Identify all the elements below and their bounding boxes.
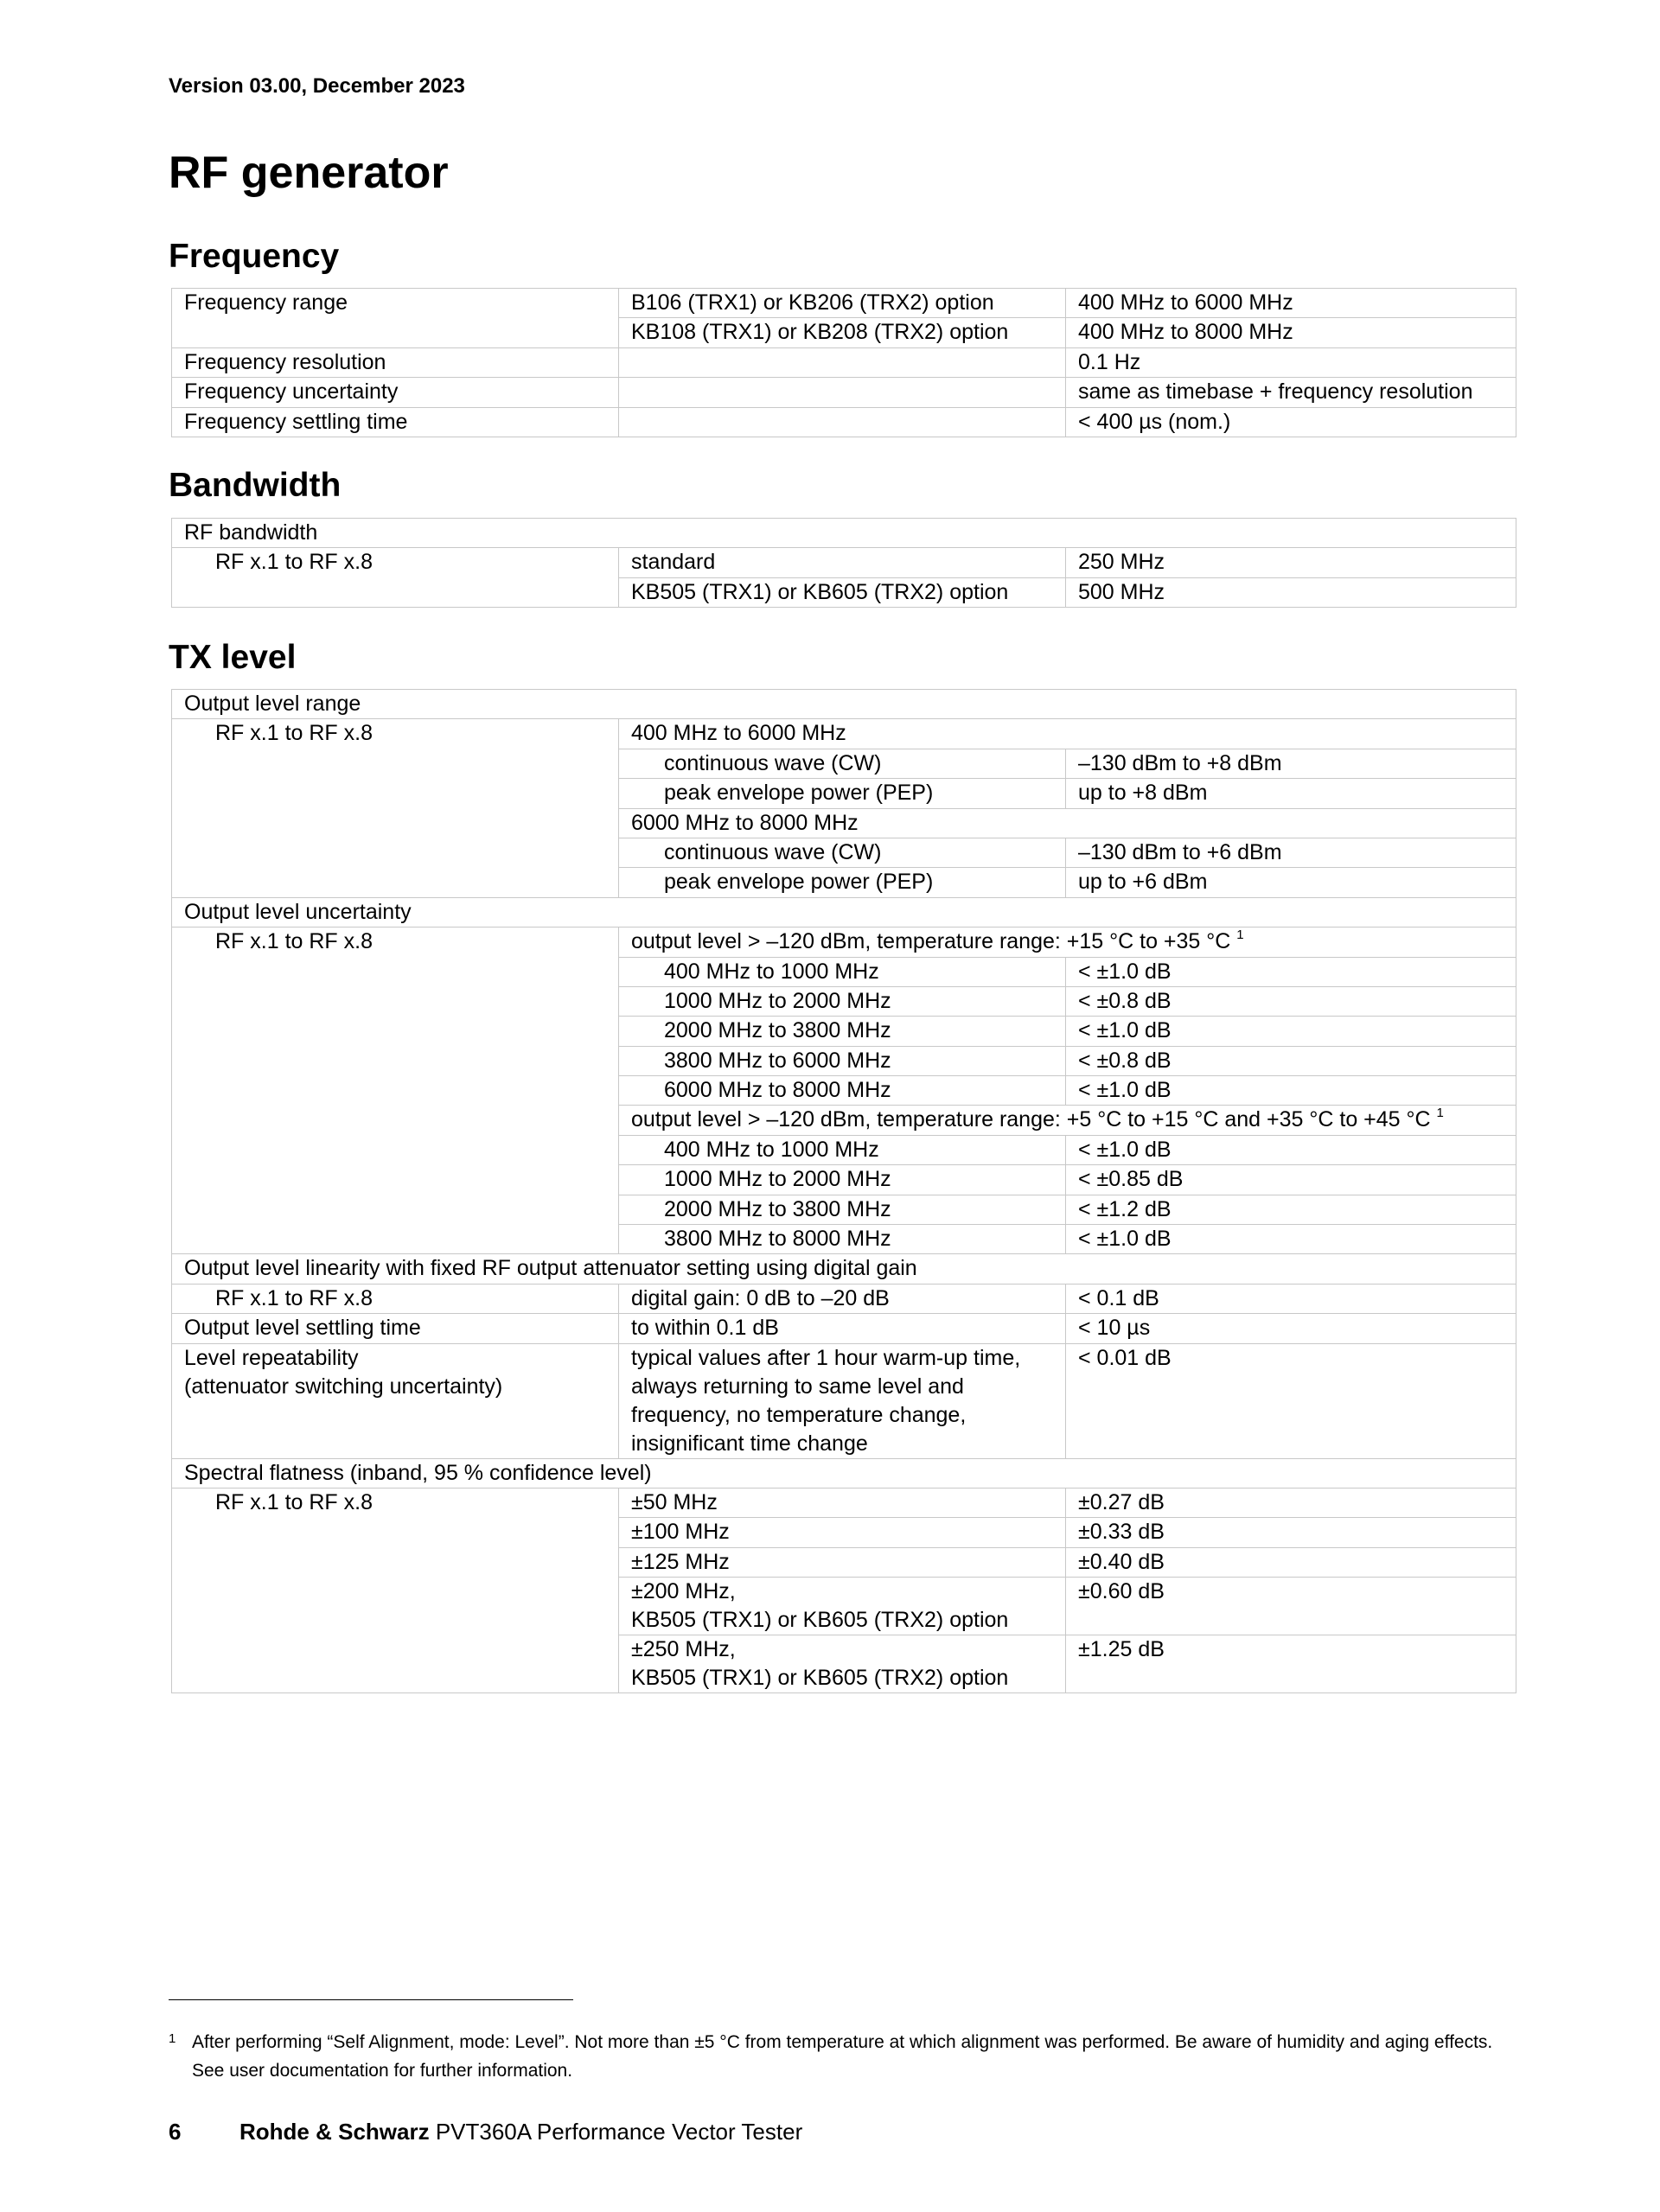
- table-row: [172, 897, 1516, 927]
- rf-range-label: RF x.1 to RF x.8: [172, 1488, 619, 1692]
- footnote-ref: 1: [1236, 927, 1244, 942]
- freq-band: 3800 MHz to 6000 MHz: [619, 1046, 1066, 1075]
- spec-value: ±0.60 dB: [1066, 1578, 1516, 1635]
- spec-value: ±0.33 dB: [1066, 1518, 1516, 1547]
- rf-range-label: RF x.1 to RF x.8: [172, 928, 619, 1254]
- section-heading-tx-level: TX level: [169, 639, 297, 676]
- spec-value: < ±1.0 dB: [1066, 1076, 1516, 1106]
- repeatability-label: Level repeatability (attenuator switching uncertainty): [172, 1343, 619, 1458]
- condition-label: typical values after 1 hour warm-up time, always returning to same level and frequency, no temperature change, insignificant time change: [619, 1343, 1066, 1458]
- freq-band: 400 MHz to 1000 MHz: [619, 1135, 1066, 1164]
- freq-band: ±125 MHz: [619, 1547, 1066, 1577]
- table-row: [172, 347, 1516, 377]
- bandwidth-table: [171, 518, 1516, 608]
- frequency-uncertainty-label: Frequency uncertainty: [172, 378, 619, 407]
- frequency-settling-label: Frequency settling time: [172, 407, 619, 437]
- table-row: [172, 1254, 1516, 1284]
- freq-band: ±100 MHz: [619, 1518, 1066, 1547]
- table-row: [172, 1458, 1516, 1488]
- freq-band: 1000 MHz to 2000 MHz: [619, 986, 1066, 1016]
- footnote-text: After performing “Self Alignment, mode: Level”. Not more than ±5 °C from temperature at which alignment was performed. Be aware of humidity and aging effects. See user documentation for further information.: [192, 2032, 1493, 2081]
- spec-value: up to +8 dBm: [1066, 779, 1516, 808]
- table-row: [172, 1314, 1516, 1343]
- table-row: [172, 928, 1516, 957]
- freq-band: 1000 MHz to 2000 MHz: [619, 1165, 1066, 1195]
- rf-bandwidth-label: RF bandwidth: [172, 519, 1516, 548]
- rf-range-label: RF x.1 to RF x.8: [172, 719, 619, 897]
- linearity-label: Output level linearity with fixed RF output attenuator setting using digital gain: [172, 1254, 1516, 1284]
- spec-value: 400 MHz to 8000 MHz: [1066, 318, 1516, 347]
- condition-label: output level > –120 dBm, temperature range: +15 °C to +35 °C $^1$: [619, 928, 1516, 957]
- brand-name: Rohde & Schwarz: [239, 2119, 430, 2145]
- spec-value: –130 dBm to +6 dBm: [1066, 838, 1516, 867]
- spec-value: < ±0.8 dB: [1066, 986, 1516, 1016]
- section-heading-bandwidth: Bandwidth: [169, 467, 342, 504]
- spec-value: < ±0.8 dB: [1066, 1046, 1516, 1075]
- spec-value: < ±0.85 dB: [1066, 1165, 1516, 1195]
- spec-value: < 0.1 dB: [1066, 1284, 1516, 1313]
- pep-label: peak envelope power (PEP): [619, 868, 1066, 897]
- table-row: [172, 690, 1516, 719]
- condition-label: output level > –120 dBm, temperature range: +5 °C to +15 °C and +35 °C to +45 °C $^1$: [619, 1106, 1516, 1135]
- frequency-table: [171, 288, 1516, 437]
- condition-label: digital gain: 0 dB to –20 dB: [619, 1284, 1066, 1313]
- spec-value: < 10 µs: [1066, 1314, 1516, 1343]
- spec-value: up to +6 dBm: [1066, 868, 1516, 897]
- settling-label: Output level settling time: [172, 1314, 619, 1343]
- table-row: [172, 1343, 1516, 1458]
- footnote: [169, 2028, 1500, 2085]
- page-number: 6: [169, 2119, 182, 2145]
- table-row: [172, 378, 1516, 407]
- option-label: KB505 (TRX1) or KB605 (TRX2) option: [619, 577, 1066, 607]
- version-header: Version 03.00, December 2023: [169, 74, 465, 98]
- freq-band: 2000 MHz to 3800 MHz: [619, 1017, 1066, 1046]
- freq-band: 400 MHz to 1000 MHz: [619, 957, 1066, 986]
- condition-label: to within 0.1 dB: [619, 1314, 1066, 1343]
- option-label: B106 (TRX1) or KB206 (TRX2) option: [619, 289, 1066, 318]
- cw-label: continuous wave (CW): [619, 749, 1066, 778]
- pep-label: peak envelope power (PEP): [619, 779, 1066, 808]
- spec-value: < ±1.0 dB: [1066, 957, 1516, 986]
- option-label: standard: [619, 548, 1066, 577]
- table-row: [172, 519, 1516, 548]
- spec-value: < ±1.0 dB: [1066, 1225, 1516, 1254]
- spec-value: < 0.01 dB: [1066, 1343, 1516, 1458]
- freq-band: 2000 MHz to 3800 MHz: [619, 1195, 1066, 1224]
- spec-value: ±0.40 dB: [1066, 1547, 1516, 1577]
- cw-label: continuous wave (CW): [619, 838, 1066, 867]
- rf-range-label: RF x.1 to RF x.8: [172, 1284, 619, 1313]
- table-row: [172, 289, 1516, 318]
- table-row: [172, 1284, 1516, 1313]
- table-row: [172, 719, 1516, 749]
- output-level-uncertainty-label: Output level uncertainty: [172, 897, 1516, 927]
- spec-value: 400 MHz to 6000 MHz: [1066, 289, 1516, 318]
- page-footer: [169, 2119, 802, 2145]
- frequency-resolution-label: Frequency resolution: [172, 347, 619, 377]
- table-row: [172, 548, 1516, 577]
- spec-value: < ±1.2 dB: [1066, 1195, 1516, 1224]
- output-level-range-label: Output level range: [172, 690, 1516, 719]
- option-label: KB108 (TRX1) or KB208 (TRX2) option: [619, 318, 1066, 347]
- band-label: 400 MHz to 6000 MHz: [619, 719, 1516, 749]
- spec-value: ±1.25 dB: [1066, 1635, 1516, 1693]
- rf-range-label: RF x.1 to RF x.8: [172, 548, 619, 608]
- band-label: 6000 MHz to 8000 MHz: [619, 808, 1516, 838]
- product-name: PVT360A Performance Vector Tester: [429, 2119, 803, 2145]
- footnote-number: 1: [169, 2031, 176, 2046]
- spec-value: < 400 µs (nom.): [1066, 407, 1516, 437]
- freq-band: ±200 MHz, KB505 (TRX1) or KB605 (TRX2) option: [619, 1578, 1066, 1635]
- spec-value: < ±1.0 dB: [1066, 1135, 1516, 1164]
- spec-value: 500 MHz: [1066, 577, 1516, 607]
- spec-value: 250 MHz: [1066, 548, 1516, 577]
- freq-band: ±250 MHz, KB505 (TRX1) or KB605 (TRX2) option: [619, 1635, 1066, 1693]
- spec-value: 0.1 Hz: [1066, 347, 1516, 377]
- footnote-divider: [169, 1999, 573, 2000]
- flatness-label: Spectral flatness (inband, 95 % confidence level): [172, 1458, 1516, 1488]
- frequency-range-label: Frequency range: [172, 289, 619, 348]
- footnote-ref: 1: [1436, 1106, 1444, 1121]
- section-heading-frequency: Frequency: [169, 238, 340, 275]
- spec-value: ±0.27 dB: [1066, 1488, 1516, 1517]
- spec-value: < ±1.0 dB: [1066, 1017, 1516, 1046]
- spec-value: –130 dBm to +8 dBm: [1066, 749, 1516, 778]
- page-title: RF generator: [169, 148, 449, 198]
- freq-band: 6000 MHz to 8000 MHz: [619, 1076, 1066, 1106]
- table-row: [172, 1488, 1516, 1517]
- freq-band: ±50 MHz: [619, 1488, 1066, 1517]
- spec-value: same as timebase + frequency resolution: [1066, 378, 1516, 407]
- table-row: [172, 407, 1516, 437]
- tx-level-table: [171, 689, 1516, 1693]
- freq-band: 3800 MHz to 8000 MHz: [619, 1225, 1066, 1254]
